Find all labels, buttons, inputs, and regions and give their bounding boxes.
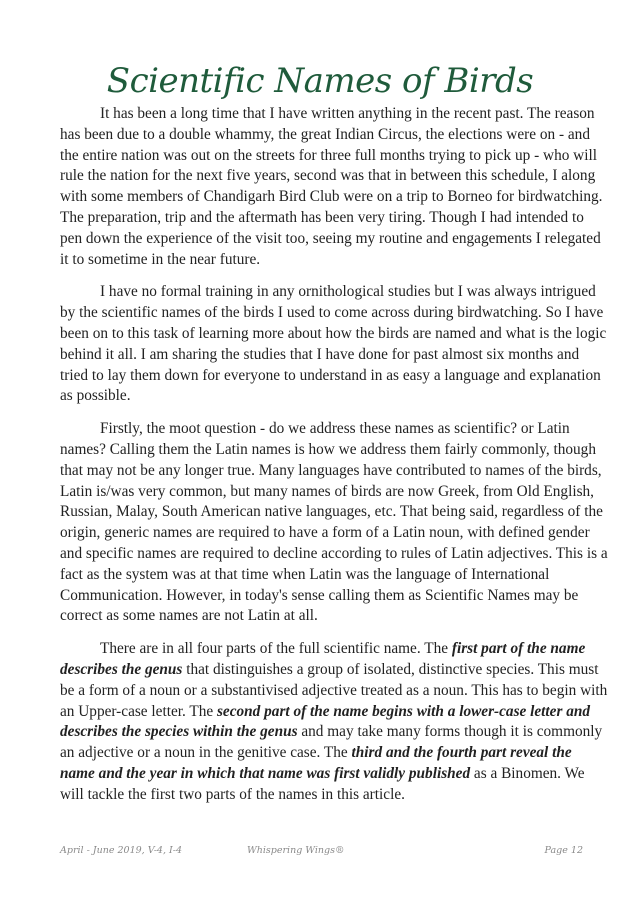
emphasis-genus: first part of the name describes the genus	[60, 640, 586, 678]
footer-issue: April - June 2019, V-4, I-4	[60, 845, 183, 856]
paragraph-text: Firstly, the moot question - do we address these names as scientific? or Latin names? Calling them the Latin names is how we address them fairly commonly, though that may not be any longer true. Many languages have contributed to names of the birds, Latin is/was very common, but many names of birds are now Greek, from Old English, Russian, Malay, South American native languages, etc. That being said, regardless of the origin, generic names are required to have a form of a Latin noun, with defined gender and specific names are required to decline according to rules of Latin adjectives. This is a fact as the system was at that time when Latin was the language of International Communication. However, in today's sense calling them as Scientific Names may be correct as some names are not Latin at all.	[60, 420, 608, 625]
paragraph-text: I have no formal training in any ornithological studies but I was always intrigued by the scientific names of the birds I used to come across during birdwatching. So I have been on to this task of learning more about how the birds are named and what is the logic behind it all. I am sharing the studies that I have done for past almost six months and tried to lay them down for everyone to understand in as easy a language and explanation as possible.	[60, 283, 607, 405]
paragraph-2	[60, 282, 608, 407]
emphasis-author-year: third and the fourth part reveal the name and the year in which that name was first validly published	[60, 744, 572, 782]
footer-page-number: Page 12	[544, 845, 583, 856]
paragraph-4	[60, 639, 608, 805]
paragraph-text: There are in all four parts of the full scientific name. The	[100, 640, 452, 658]
paragraph-3	[60, 419, 608, 627]
article-body	[60, 104, 608, 818]
article-title: Scientific Names of Birds	[106, 61, 534, 101]
paragraph-1	[60, 104, 608, 270]
emphasis-species: second part of the name begins with a lower-case letter and describes the species within the genus	[60, 702, 591, 741]
footer-publication: Whispering Wings®	[247, 845, 345, 856]
paragraph-text: as a Binomen. We will tackle the first two parts of the names in this article.	[60, 764, 585, 803]
paragraph-text: It has been a long time that I have written anything in the recent past. The reason has been due to a double whammy, the great Indian Circus, the elections were on - and the entire nation was out on the streets for three full months trying to pick up - who will rule the nation for the next five years, second was that in between this schedule, I along with some members of Chandigarh Bird Club were on a trip to Borneo for birdwatching. The preparation, trip and the aftermath has been very tiring. Though I had intended to pen down the experience of the visit too, seeing my routine and engagements I relegated it to sometime in the near future.	[60, 105, 603, 268]
page-footer	[0, 845, 640, 861]
paragraph-text: that distinguishes a group of isolated, distinctive species. This must be a form of a noun or a substantivised adjective treated as a noun. This has to begin with an Upper-case letter. The	[60, 660, 608, 720]
paragraph-text: and may take many forms though it is commonly an adjective or a noun in the genitive case. The	[60, 723, 603, 762]
